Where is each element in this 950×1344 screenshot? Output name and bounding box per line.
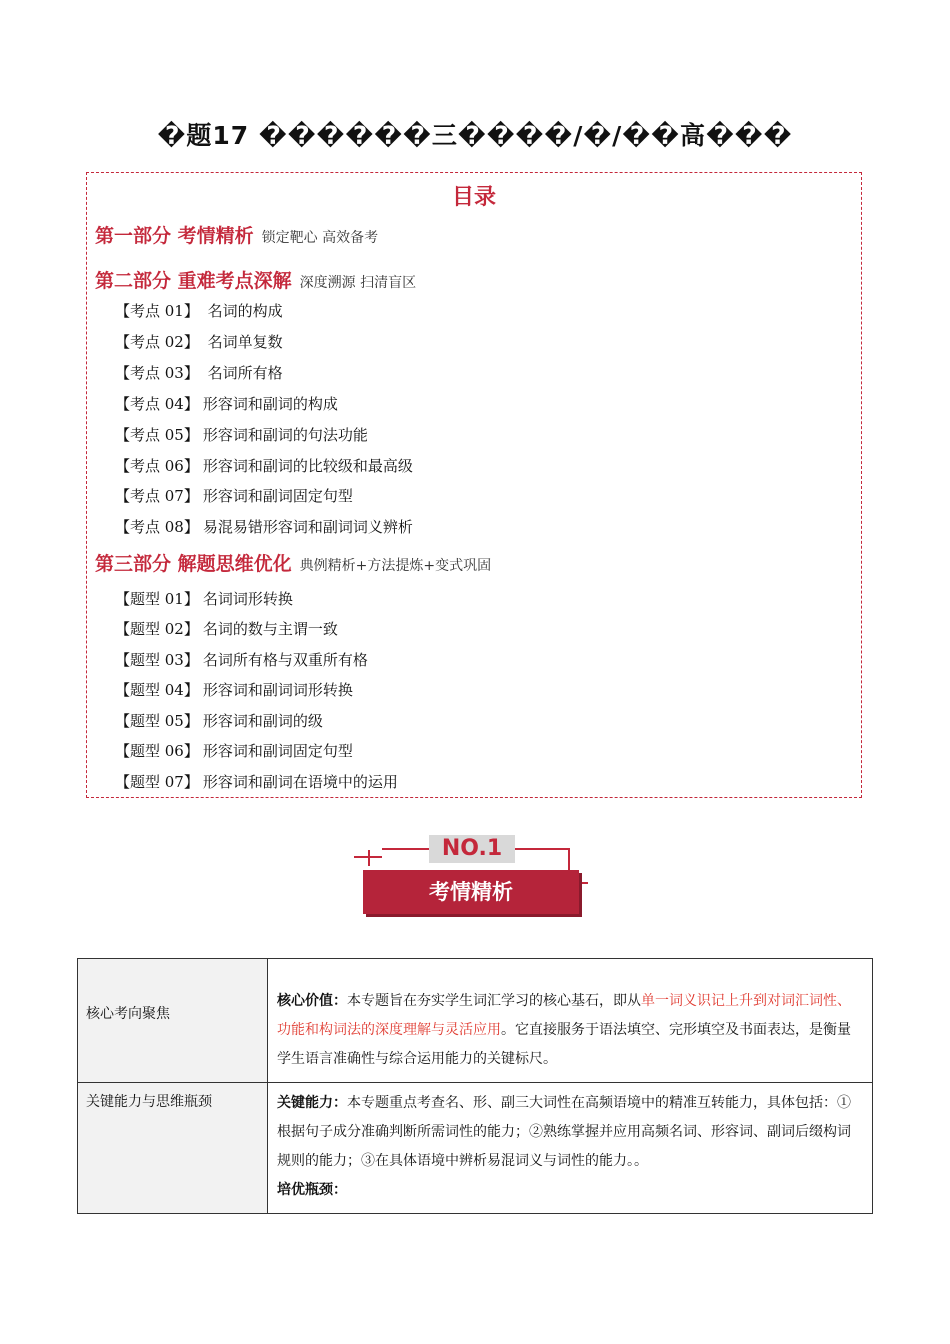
toc-part-title: 第二部分 重难考点深解 [95,270,292,292]
toc-item-code: 【题型 05】 [115,712,199,730]
toc-item-text: 名词词形转换 [202,590,293,608]
toc-part-subtitle: 锁定靶心 高效备考 [261,230,379,246]
toc-item-code: 【题型 07】 [115,773,199,791]
toc-item[interactable] [115,424,368,445]
content-text: 本专题旨在夯实学生词汇学习的核心基石，即从 [347,993,641,1009]
content-lead: 核心价值： [277,993,347,1009]
toc-item-code: 【题型 01】 [115,590,199,608]
toc-item-text: 名词的数与主谓一致 [202,620,338,638]
toc-item[interactable] [115,516,413,537]
toc-item[interactable] [115,740,353,761]
toc-item[interactable] [115,588,293,609]
document-title: �题17 ������三����/�/��高��� [157,121,793,150]
row-label: 关键能力与思维瓶颈 [78,1083,268,1214]
toc-item-code: 【考点 07】 [115,487,199,505]
toc-item-text: 形容词和副词的构成 [202,395,338,413]
toc-item-code: 【考点 03】 [115,364,199,382]
banner-label: 考情精析 [363,870,579,914]
toc-item-code: 【题型 02】 [115,620,199,638]
section-banner [352,832,592,918]
table-of-contents [86,172,862,798]
table-row [78,959,873,1083]
toc-item[interactable] [115,649,368,670]
row-content [268,959,873,1083]
toc-part-subtitle: 典例精析+方法提炼+变式巩固 [299,558,492,574]
toc-item[interactable] [115,679,353,700]
toc-item-text: 名词所有格与双重所有格 [202,651,368,669]
exam-analysis-table [77,958,873,1214]
toc-part-3[interactable] [95,549,491,576]
toc-item-text: 形容词和副词在语境中的运用 [202,773,398,791]
toc-item-text: 名词单复数 [202,333,283,351]
toc-item-code: 【考点 05】 [115,426,199,444]
toc-item-text: 形容词和副词的级 [202,712,323,730]
toc-item-code: 【题型 06】 [115,742,199,760]
toc-item-text: 名词的构成 [202,302,283,320]
banner-number: NO.1 [429,835,515,863]
table-row [78,1083,873,1214]
content-text: 本专题重点考查名、形、副三大词性在高频语境中的精准互转能力，具体包括：①根据句子成分准确判断所需词性的能力；②熟练掌握并应用高频名词、形容词、副词后缀构词规则的能力；③在具体语境中辨析易混词义与词性的能力。。 [277,1095,851,1169]
banner-line [568,848,570,870]
toc-item-text: 形容词和副词的比较级和最高级 [202,457,413,475]
toc-item-code: 【考点 06】 [115,457,199,475]
toc-item-text: 形容词和副词词形转换 [202,681,353,699]
toc-item[interactable] [115,393,338,414]
content-lead: 培优瓶颈： [277,1182,347,1198]
toc-item-text: 形容词和副词固定句型 [202,742,353,760]
toc-item[interactable] [115,362,283,383]
toc-item[interactable] [115,485,353,506]
toc-heading: 目录 [451,185,496,210]
toc-item[interactable] [115,300,283,321]
toc-item-code: 【考点 01】 [115,302,199,320]
toc-item-text: 易混易错形容词和副词词义辨析 [202,518,413,536]
toc-item[interactable] [115,455,413,476]
toc-item[interactable] [115,771,398,792]
toc-part-title: 第三部分 解题思维优化 [95,553,292,575]
toc-item-code: 【考点 04】 [115,395,199,413]
toc-item[interactable] [115,710,323,731]
toc-item-code: 【题型 03】 [115,651,199,669]
toc-item-text: 名词所有格 [202,364,283,382]
toc-part-title: 第一部分 考情精析 [95,225,254,247]
row-content [268,1083,873,1214]
banner-line [368,850,370,866]
toc-part-1[interactable] [95,221,378,248]
content-lead: 关键能力： [277,1095,347,1111]
toc-item-code: 【题型 04】 [115,681,199,699]
toc-item[interactable] [115,618,338,639]
toc-part-subtitle: 深度溯源 扫清盲区 [299,275,417,291]
content-text: 。它直接服务于语法填空、完形填空及书面表达，是衡量学生语言准确性与综合运用能力的关键标尺。 [277,1022,851,1067]
toc-item-text: 形容词和副词固定句型 [202,487,353,505]
toc-item-code: 【考点 02】 [115,333,199,351]
row-label: 核心考向聚焦 [78,959,268,1083]
content-highlight: 单一词义识记上升到对词汇词性、功能和构词法的深度理解与灵活应用 [277,993,851,1038]
toc-item-text: 形容词和副词的句法功能 [202,426,368,444]
toc-item-code: 【考点 08】 [115,518,199,536]
toc-part-2[interactable] [95,266,416,293]
toc-item[interactable] [115,331,283,352]
